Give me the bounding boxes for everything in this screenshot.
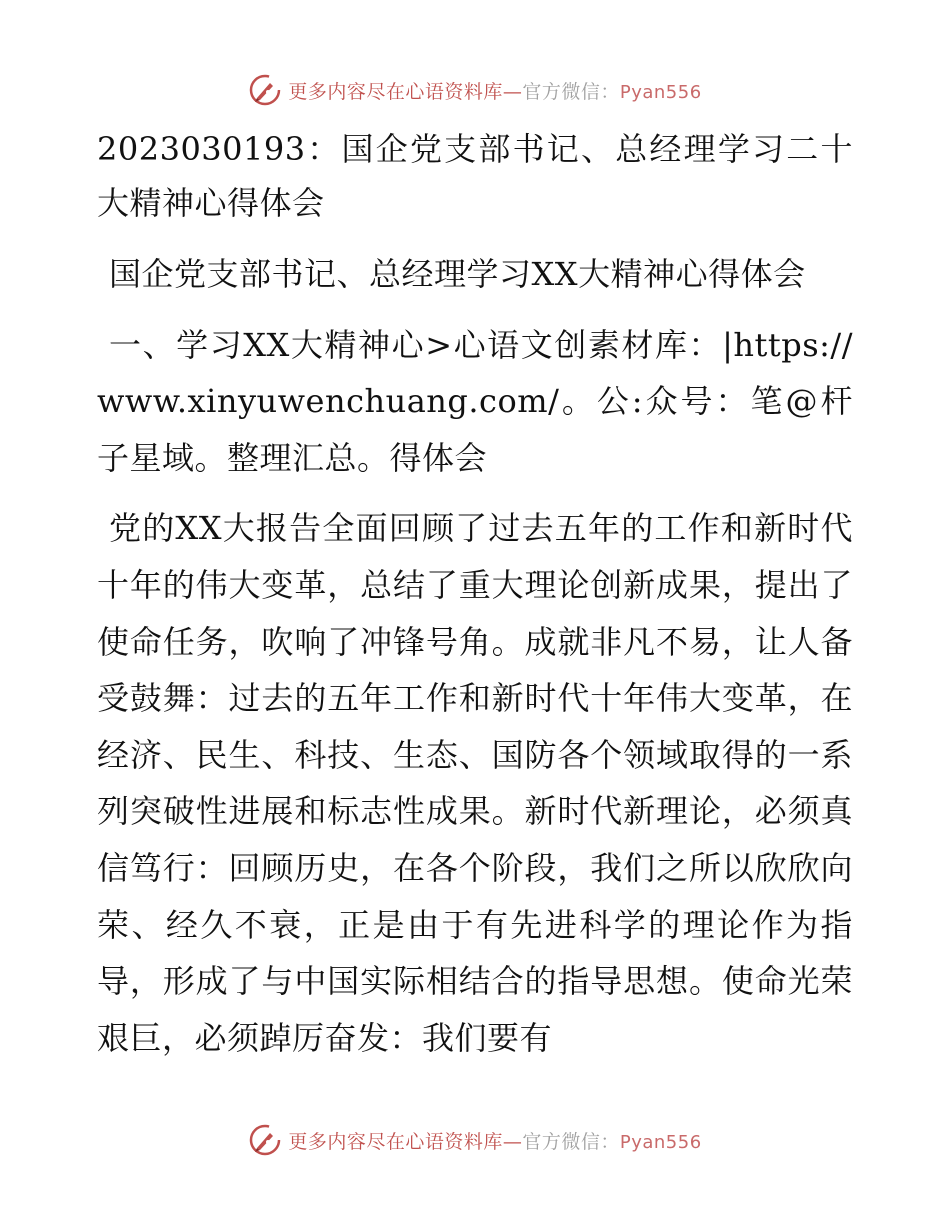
official-label: 官方微信： [522,80,620,103]
document-subtitle: 国企党支部书记、总经理学习XX大精神心得体会 [109,255,806,293]
brand-text: 更多内容尽在心语资料库 [288,1130,503,1153]
wechat-id: Pyan556 [619,81,702,103]
wechat-id: Pyan556 [619,1131,702,1153]
document-title: 2023030193：国企党支部书记、总经理学习二十大精神心得体会 [97,130,853,222]
watermark-text [288,77,701,104]
body-paragraph: 党的XX大报告全面回顾了过去五年的工作和新时代十年的伟大变革，总结了重大理论创新成果，提出了使命任务，吹响了冲锋号角。成就非凡不易，让人备受鼓舞：过去的五年工作和新时代十年伟大变革，在经济、民生、科技、生态、国防各个领域取得的一系列突破性进展和标志性成果。新时代新理论，必须真信笃行：回顾历史，在各个阶段，我们之所以欣欣向荣、经久不衰，正是由于有先进科学的理论作为指导，形成了与中国实际相结合的指导思想。使命光荣艰巨，必须踔厉奋发：我们要有 [97,509,853,1057]
quill-pen-logo-icon [248,1123,282,1157]
document-body [97,122,853,1066]
watermark-dash: — [502,1130,523,1153]
watermark-text [288,1127,701,1154]
quill-pen-logo-icon [248,73,282,107]
footer-watermark-banner [0,1120,950,1160]
brand-text: 更多内容尽在心语资料库 [288,80,503,103]
watermark-dash: — [502,80,523,103]
official-label: 官方微信： [522,1130,620,1153]
header-watermark-banner [0,70,950,110]
section-heading: 一、学习XX大精神心>心语文创素材库：|https://www.xinyuwenchuang.com/。公:众号：笔@杆子星域。整理汇总。得体会 [97,325,853,477]
